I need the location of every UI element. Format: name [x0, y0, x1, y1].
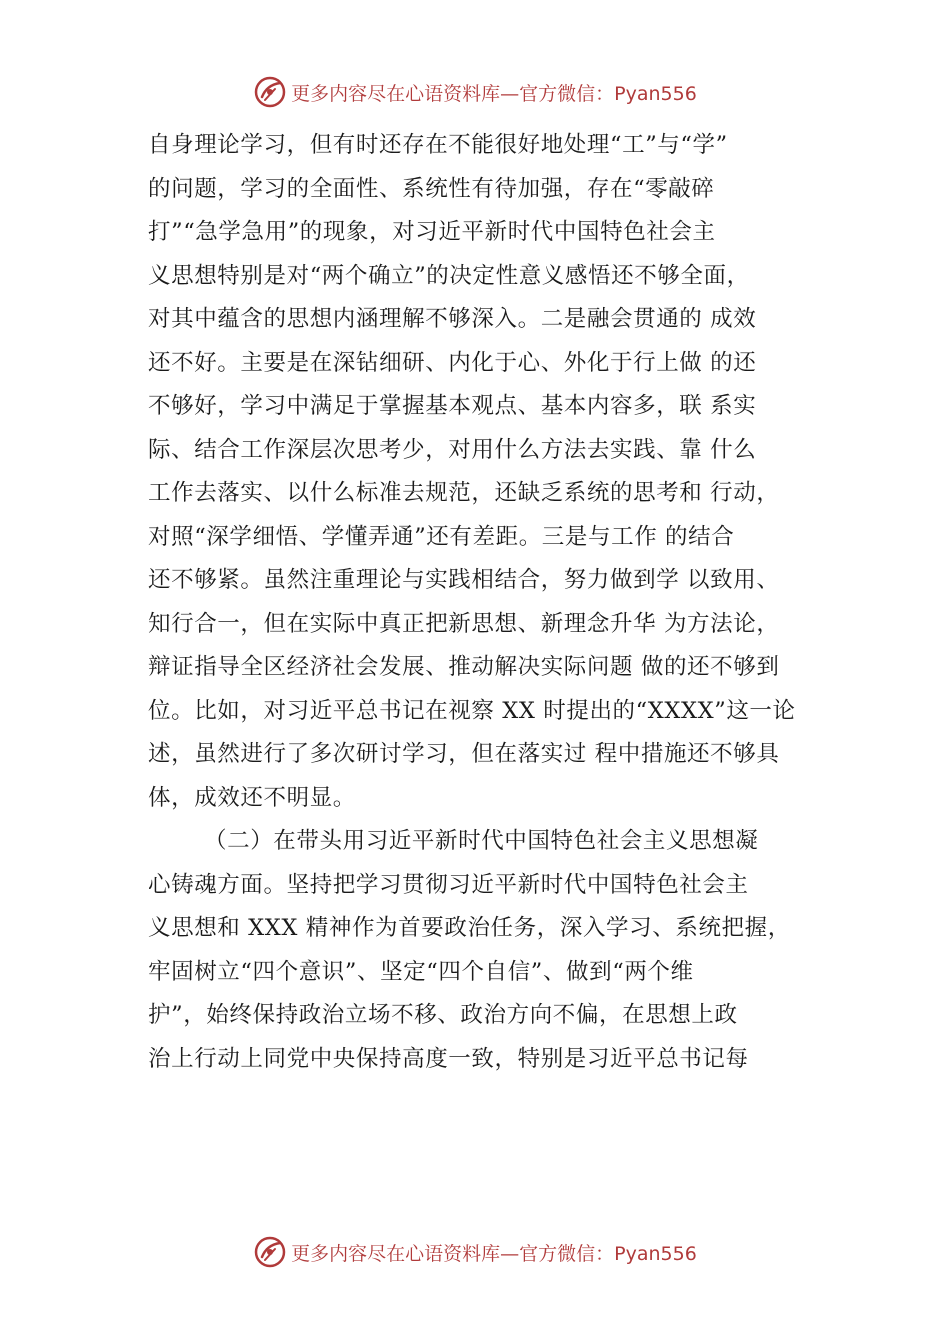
text-line: 位。比如，对习近平总书记在视察 XX 时提出的“XXXX”这一论 — [148, 697, 796, 724]
text-line: 心铸魂方面。坚持把学习贯彻习近平新时代中国特色社会主 — [148, 871, 749, 898]
red-circle-logo-icon — [253, 75, 287, 109]
text-line: 际、结合工作深层次思考少，对用什么方法去实践、靠 什么 — [148, 436, 757, 463]
text-line: 义思想和 XXX 精神作为首要政治任务，深入学习、系统把握， — [148, 915, 791, 941]
document-body — [148, 124, 848, 1081]
paragraph — [148, 124, 848, 820]
text-line: 治上行动上同党中央保持高度一致，特别是习近平总书记每 — [148, 1045, 749, 1072]
text-line: 不够好，学习中满足于掌握基本观点、基本内容多，联 系实 — [148, 393, 757, 419]
wechat-id: Pyan556 — [614, 1242, 697, 1265]
banner-text: 更多内容尽在心语资料库—官方微信：Pyan556 — [291, 1242, 697, 1265]
text-line: 工作去落实、以什么标准去规范，还缺乏系统的思考和 行动， — [148, 480, 780, 506]
text-line: 还不好。主要是在深钻细研、内化于心、外化于行上做 的还 — [148, 349, 757, 376]
text-line: 辩证指导全区经济社会发展、推动解决实际问题 做的还不够到 — [148, 654, 780, 680]
banner-text: 更多内容尽在心语资料库—官方微信：Pyan556 — [291, 82, 697, 105]
text-line: 还不够紧。虽然注重理论与实践相结合，努力做到学 以致用、 — [148, 567, 780, 593]
text-line: 知行合一，但在实际中真正把新思想、新理念升华 为方法论， — [148, 610, 780, 637]
text-line: 护”，始终保持政治立场不移、政治方向不偏，在思想上政 — [148, 1002, 738, 1028]
red-circle-logo-icon — [253, 1235, 287, 1269]
text-line: 对照“深学细悟、学懂弄通”还有差距。三是与工作 的结合 — [148, 523, 735, 550]
paragraph — [148, 820, 848, 1081]
text-line: （二）在带头用习近平新时代中国特色社会主义思想凝 — [204, 828, 759, 854]
text-line: 牢固树立“四个意识”、坚定“四个自信”、做到“两个维 — [148, 958, 694, 985]
wechat-id: Pyan556 — [614, 82, 697, 105]
text-line: 自身理论学习，但有时还存在不能很好地处理“工”与“学” — [148, 132, 728, 158]
text-line: 体，成效还不明显。 — [148, 784, 356, 811]
text-line: 述，虽然进行了多次研讨学习，但在落实过 程中措施还不够具 — [148, 741, 780, 767]
text-line: 对其中蕴含的思想内涵理解不够深入。二是融会贯通的 成效 — [148, 306, 757, 332]
text-line: 的问题，学习的全面性、系统性有待加强，存在“零敲碎 — [148, 175, 715, 202]
header-banner — [0, 72, 950, 112]
text-line: 打”“急学急用”的现象，对习近平新时代中国特色社会主 — [148, 219, 716, 245]
footer-banner — [0, 1232, 950, 1272]
text-line: 义思想特别是对“两个确立”的决定性意义感悟还不够全面， — [148, 262, 750, 289]
